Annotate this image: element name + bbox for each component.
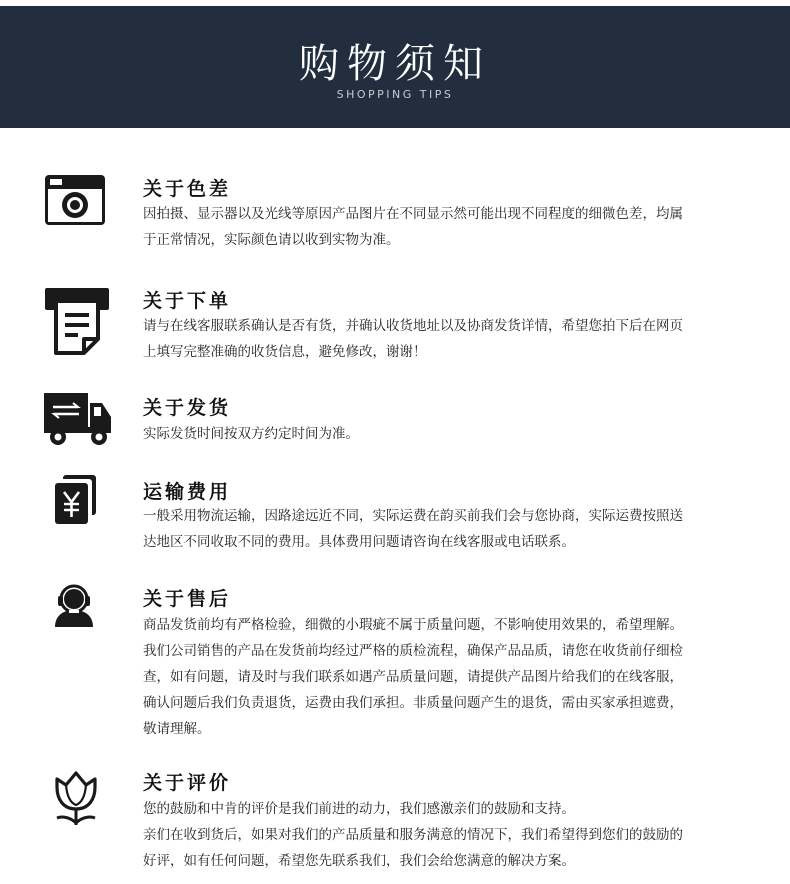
printer-order-icon <box>44 287 110 361</box>
body-line: 因拍摄、显示器以及光线等原因产品图片在不同显示然可能出现不同程度的细微色差，均属 <box>143 206 683 222</box>
body-line: 好评，如有任何问题，希望您先联系我们，我们会给您满意的解决方案。 <box>143 853 575 869</box>
yen-document-icon <box>53 474 99 530</box>
body-line: 亲们在收到货后，如果对我们的产品质量和服务满意的情况下，我们希望得到您们的鼓励的 <box>143 827 683 843</box>
tulip-icon <box>52 769 100 831</box>
section-heading: 关于色差 <box>143 178 232 200</box>
section-heading: 关于售后 <box>143 588 232 610</box>
section-heading: 关于发货 <box>143 397 232 419</box>
section-heading: 关于下单 <box>143 290 232 312</box>
page-subtitle: SHOPPING TIPS <box>336 88 454 101</box>
body-line: 我们公司销售的产品在发货前均经过严格的质检流程，确保产品品质，请您在收货前仔细检 <box>143 643 683 659</box>
body-line: 实际发货时间按双方约定时间为准。 <box>143 426 359 442</box>
body-line: 您的鼓励和中肯的评价是我们前进的动力，我们感激亲们的鼓励和支持。 <box>143 801 575 817</box>
camera-icon <box>44 172 106 232</box>
body-line: 达地区不同收取不同的费用。具体费用问题请咨询在线客服或电话联系。 <box>143 534 575 550</box>
section-heading: 关于评价 <box>143 772 232 794</box>
header-banner <box>0 6 790 128</box>
section-body <box>143 796 753 874</box>
section-body <box>143 503 753 555</box>
body-line: 上填写完整准确的收货信息，避免修改，谢谢！ <box>143 344 427 360</box>
delivery-truck-icon <box>44 393 112 451</box>
body-line: 商品发货前均有严格检验，细微的小瑕疵不属于质量问题，不影响使用效果的，希望理解。 <box>143 617 683 633</box>
body-line: 一般采用物流运输，因路途远近不同，实际运费在韵买前我们会与您协商，实际运费按照送 <box>143 508 683 524</box>
section-body <box>143 313 753 365</box>
section-body <box>143 612 753 742</box>
body-line: 确认问题后我们负责退货，运费由我们承担。非质量问题产生的退货，需由买家承担遮费， <box>143 695 683 711</box>
body-line: 敬请理解。 <box>143 721 211 737</box>
body-line: 查，如有问题，请及时与我们联系如遇产品质量问题，请提供产品图片给我们的在线客服， <box>143 669 683 685</box>
body-line: 请与在线客服联系确认是否有货，并确认收货地址以及协商发货详情，希望您拍下后在网页 <box>143 318 683 334</box>
customer-service-icon <box>52 583 96 631</box>
section-body <box>143 421 753 447</box>
page-title: 购物须知 <box>299 41 491 87</box>
body-line: 于正常情况，实际颜色请以收到实物为准。 <box>143 232 400 248</box>
section-body <box>143 201 753 253</box>
section-heading: 运输费用 <box>143 481 232 503</box>
